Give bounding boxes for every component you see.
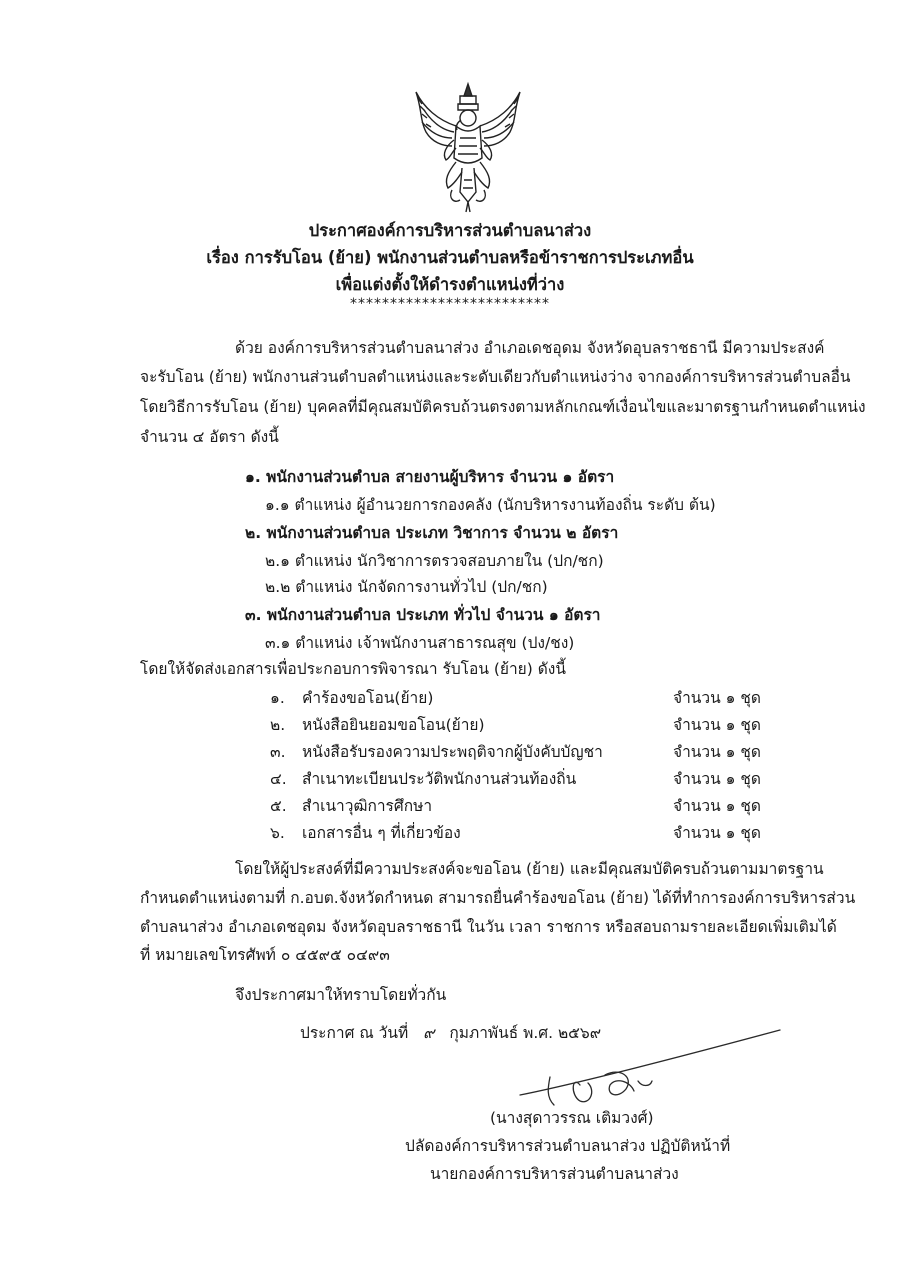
position-heading-1: ๑. พนักงานส่วนตำบล สายงานผู้บริหาร จำนวน ๑ อัตรา (245, 468, 615, 486)
position-item-2-2: ๒.๒ ตำแหน่ง นักจัดการงานทั่วไป (ปก/ชก) (265, 578, 548, 596)
document-quantity: จำนวน ๑ ชุด (673, 716, 761, 734)
document-quantity: จำนวน ๑ ชุด (673, 743, 761, 761)
document-number: ๒. (270, 716, 286, 734)
closing-line-4: ที่ หมายเลขโทรศัพท์ ๐ ๔๕๙๕ ๐๔๙๓ (140, 946, 390, 964)
position-item-2-1: ๒.๑ ตำแหน่ง นักวิชาการตรวจสอบภายใน (ปก/ชก) (265, 552, 604, 570)
intro-line-4: จำนวน ๔ อัตรา ดังนี้ (140, 428, 279, 446)
document-number: ๑. (270, 689, 285, 707)
document-row (270, 685, 790, 709)
closing-line-3: ตำบลนาส่วง อำเภอเดชอุดม จังหวัดอุบลราชธานี ในวัน เวลา ราชการ หรือสอบถามรายละเอียดเพิ่มเติมได้ (140, 918, 837, 936)
document-number: ๕. (270, 797, 287, 815)
document-quantity: จำนวน ๑ ชุด (673, 797, 761, 815)
document-row (270, 766, 790, 790)
garuda-emblem-icon (408, 80, 528, 215)
document-name: เอกสารอื่น ๆ ที่เกี่ยวข้อง (302, 824, 461, 842)
announcement-subject: เรื่อง การรับโอน (ย้าย) พนักงานส่วนตำบลหรือข้าราชการประเภทอื่น (206, 248, 694, 267)
intro-line-3: โดยวิธีการรับโอน (ย้าย) บุคคลที่มีคุณสมบัติครบถ้วนตรงตามหลักเกณฑ์เงื่อนไขและมาตรฐานกำหนดตำแหน่ง (140, 398, 866, 416)
signer-title-1: ปลัดองค์การบริหารส่วนตำบลนาส่วง ปฏิบัติหน้าที่ (405, 1137, 731, 1155)
signer-title-2: นายกองค์การบริหารส่วนตำบลนาส่วง (430, 1165, 679, 1183)
document-name: หนังสือยินยอมขอโอน(ย้าย) (302, 716, 485, 734)
documents-intro: โดยให้จัดส่งเอกสารเพื่อประกอบการพิจารณา รับโอน (ย้าย) ดังนี้ (140, 660, 566, 678)
document-quantity: จำนวน ๑ ชุด (673, 824, 761, 842)
document-row (270, 793, 790, 817)
position-heading-2: ๒. พนักงานส่วนตำบล ประเภท วิชาการ จำนวน ๒ อัตรา (245, 524, 619, 542)
position-heading-3: ๓. พนักงานส่วนตำบล ประเภท ทั่วไป จำนวน ๑ อัตรา (245, 606, 601, 624)
position-item-1-1: ๑.๑ ตำแหน่ง ผู้อำนวยการกองคลัง (นักบริหารงานท้องถิ่น ระดับ ต้น) (265, 496, 716, 514)
announcement-subtitle: เพื่อแต่งตั้งให้ดำรงตำแหน่งที่ว่าง (335, 275, 565, 294)
document-name: คำร้องขอโอน(ย้าย) (302, 689, 434, 707)
closing-line-1: โดยให้ผู้ประสงค์ที่มีความประสงค์จะขอโอน (ย้าย) และมีคุณสมบัติครบถ้วนตามมาตรฐาน (235, 860, 824, 878)
document-name: สำเนาทะเบียนประวัติพนักงานส่วนท้องถิ่น (302, 770, 577, 788)
position-item-3-1: ๓.๑ ตำแหน่ง เจ้าพนักงานสาธารณสุข (ปง/ชง) (265, 634, 575, 652)
document-number: ๓. (270, 743, 286, 761)
date-prefix: ประกาศ ณ วันที่ (300, 1024, 409, 1042)
document-row (270, 712, 790, 736)
document-name: สำเนาวุฒิการศึกษา (302, 797, 433, 815)
document-quantity: จำนวน ๑ ชุด (673, 770, 761, 788)
intro-line-2: จะรับโอน (ย้าย) พนักงานส่วนตำบลตำแหน่งและระดับเดียวกับตำแหน่งว่าง จากองค์การบริหารส่วนตำบลอื่น (140, 368, 851, 386)
date-day: ๙ (423, 1024, 435, 1042)
document-number: ๖. (270, 824, 285, 842)
document-number: ๔. (270, 770, 287, 788)
document-name: หนังสือรับรองความประพฤติจากผู้บังคับบัญชา (302, 743, 603, 761)
signer-name: (นางสุดาวรรณ เติมวงศ์) (490, 1109, 654, 1127)
title-divider: ************************* (350, 296, 550, 312)
document-quantity: จำนวน ๑ ชุด (673, 689, 761, 707)
date-rest: กุมภาพันธ์ พ.ศ. ๒๕๖๙ (449, 1024, 602, 1042)
closing-line-2: กำหนดตำแหน่งตามที่ ก.อบต.จังหวัดกำหนด สามารถยื่นคำร้องขอโอน (ย้าย) ได้ที่ทำการองค์การบริหารส่วน (140, 889, 856, 907)
intro-line-1: ด้วย องค์การบริหารส่วนตำบลนาส่วง อำเภอเดชอุดม จังหวัดอุบลราชธานี มีความประสงค์ (235, 339, 825, 357)
document-row (270, 820, 790, 844)
announcement-title: ประกาศองค์การบริหารส่วนตำบลนาส่วง (308, 221, 592, 240)
announce-line: จึงประกาศมาให้ทราบโดยทั่วกัน (235, 986, 447, 1004)
document-row (270, 739, 790, 763)
